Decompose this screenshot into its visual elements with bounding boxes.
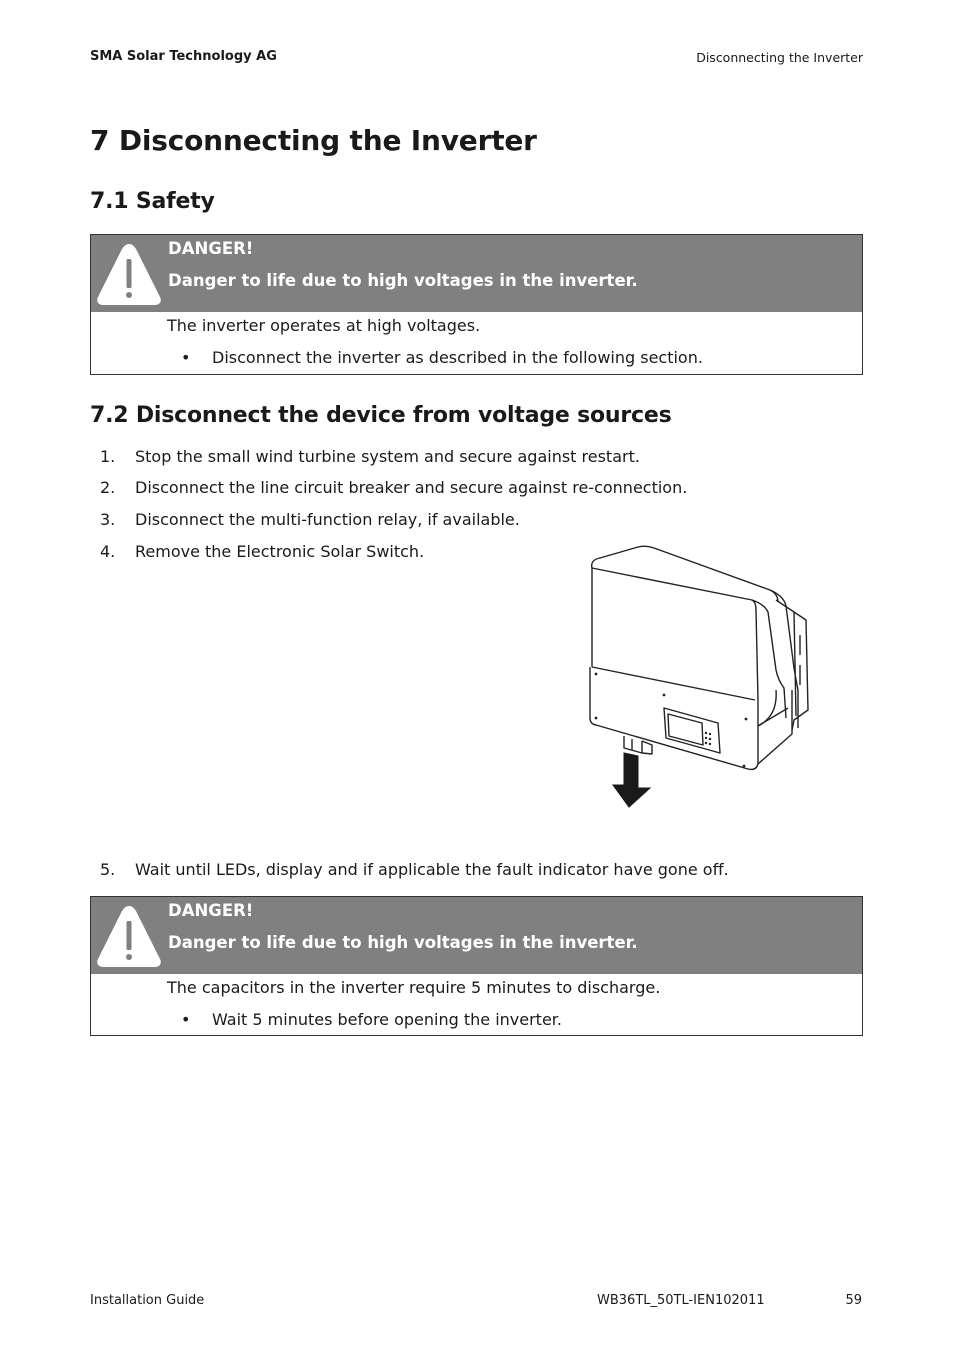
step-text: Stop the small wind turbine system and secure against restart. — [135, 447, 640, 466]
danger-text-1: The inverter operates at high voltages. — [167, 316, 481, 335]
bullet-mark-1: • — [181, 348, 191, 367]
footer-guide: Installation Guide — [90, 1293, 205, 1308]
header-company: SMA Solar Technology AG — [90, 49, 277, 64]
step-text: Disconnect the line circuit breaker and secure against re-connection. — [135, 478, 688, 497]
danger-bullet-1: Disconnect the inverter as described in the following section. — [212, 348, 703, 367]
header-section: Disconnecting the Inverter — [696, 50, 863, 65]
step-number: 2. — [100, 478, 116, 497]
warning-triangle-icon — [94, 239, 164, 309]
step-number: 4. — [100, 542, 116, 561]
danger-label-1: DANGER! — [168, 239, 254, 258]
danger-body-2 — [91, 974, 862, 1034]
warning-triangle-icon — [94, 901, 164, 971]
danger-heading-2: Danger to life due to high voltages in the inverter. — [168, 933, 638, 952]
step-number: 1. — [100, 447, 116, 466]
step-text: Disconnect the multi-function relay, if available. — [135, 510, 520, 529]
danger-heading-1: Danger to life due to high voltages in the inverter. — [168, 271, 638, 290]
chapter-title: 7 Disconnecting the Inverter — [90, 124, 537, 157]
inverter-ess-removal-illustration — [580, 540, 820, 815]
step-number: 3. — [100, 510, 116, 529]
danger-text-2: The capacitors in the inverter require 5 minutes to discharge. — [167, 978, 661, 997]
section-title-disconnect: 7.2 Disconnect the device from voltage sources — [90, 403, 672, 428]
step-text: Remove the Electronic Solar Switch. — [135, 542, 425, 561]
danger-header-2 — [91, 897, 862, 974]
danger-body-1 — [91, 312, 862, 372]
danger-box-2 — [90, 896, 863, 1036]
section-title-safety: 7.1 Safety — [90, 189, 215, 214]
danger-bullet-2: Wait 5 minutes before opening the inverter. — [212, 1010, 562, 1029]
bullet-mark-2: • — [181, 1010, 191, 1029]
page-number: 59 — [845, 1293, 862, 1308]
step-text: Wait until LEDs, display and if applicable the fault indicator have gone off. — [135, 860, 729, 879]
step-number: 5. — [100, 860, 116, 879]
danger-label-2: DANGER! — [168, 901, 254, 920]
footer-doc-id: WB36TL_50TL-IEN102011 — [597, 1293, 765, 1308]
danger-header-1 — [91, 235, 862, 312]
danger-box-1 — [90, 234, 863, 375]
